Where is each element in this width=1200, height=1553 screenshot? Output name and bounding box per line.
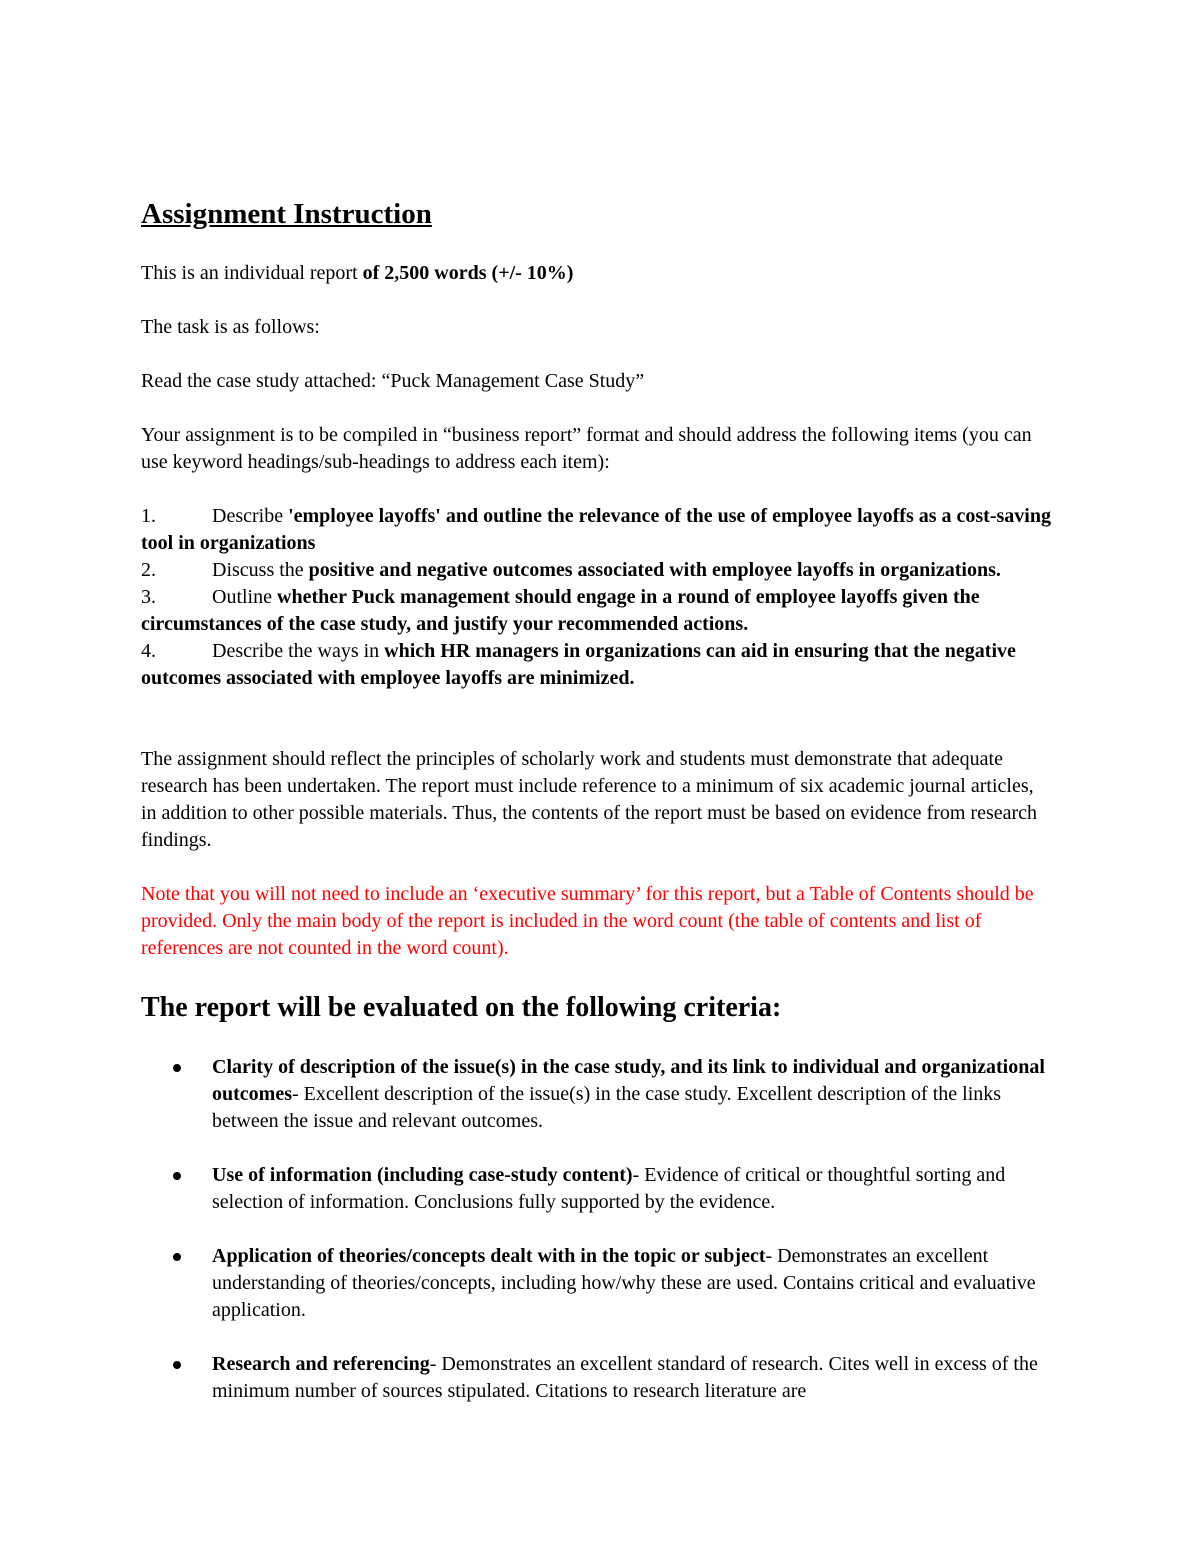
note-paragraph [141, 881, 1041, 962]
bullet-dot-icon [173, 1064, 181, 1072]
bullet-dot-icon [173, 1361, 181, 1369]
read-line-text: Read the case study attached: “Puck Management Case Study” [141, 370, 645, 392]
criteria-item-description: - Demonstrates an excellent understanding of theories/concepts, including how/why these are used. Contains critical and evaluative application. [212, 1245, 1036, 1321]
document-title: Assignment Instruction [141, 198, 432, 230]
task-items-list [141, 503, 1061, 692]
task-item-plain: Outline [212, 586, 277, 608]
task-item-plain: Describe the ways in [212, 640, 385, 662]
assignment-paragraph-text: Your assignment is to be compiled in “business report” format and should address the following items (you can use keyword headings/sub-headings to address each item): [141, 424, 1032, 473]
scholarly-paragraph [141, 746, 1051, 854]
criteria-item [141, 1162, 1071, 1216]
criteria-item-title: Application of theories/concepts dealt with in the topic or subject [212, 1245, 766, 1267]
task-item-number: 3. [141, 586, 156, 608]
criteria-item-description: - Evidence of critical or thoughtful sorting and selection of information. Conclusions fully supported by the evidence. [212, 1164, 1006, 1213]
task-item-bold: 'employee layoffs' and outline the relevance of the use of employee layoffs as a cost-saving tool in organizations [141, 505, 1051, 554]
scholarly-paragraph-text: The assignment should reflect the principles of scholarly work and students must demonstrate that adequate research has been undertaken. The report must include reference to a minimum of six academic journal articles, in addition to other possible materials. Thus, the contents of the report must be based on evidence from research findings. [141, 748, 1038, 851]
task-item-number: 2. [141, 559, 156, 581]
criteria-item-title: Use of information (including case-study content) [212, 1164, 633, 1186]
criteria-item [141, 1243, 1071, 1324]
bullet-dot-icon [173, 1172, 181, 1180]
assignment-paragraph [141, 422, 1056, 476]
task-item [141, 557, 1061, 584]
criteria-item-description: - Excellent description of the issue(s) in the case study. Excellent description of the links between the issue and relevant outcomes. [212, 1083, 1002, 1132]
intro-word-count: of 2,500 words (+/- 10%) [362, 262, 574, 284]
task-item [141, 638, 1061, 692]
bullet-dot-icon [173, 1253, 181, 1261]
task-line-text: The task is as follows: [141, 316, 320, 338]
criteria-item-title: Clarity of description of the issue(s) in the case study, and its link to individual and organizational outcomes [212, 1056, 1045, 1105]
task-item-plain: Discuss the [212, 559, 309, 581]
read-line [141, 368, 1061, 395]
criteria-heading: The report will be evaluated on the following criteria: [141, 992, 782, 1023]
intro-text: This is an individual report [141, 262, 363, 284]
task-item-bold: whether Puck management should engage in a round of employee layoffs given the circumstances of the case study, and justify your recommended actions. [141, 586, 980, 635]
task-item-bold: positive and negative outcomes associated with employee layoffs in organizations. [308, 559, 1001, 581]
criteria-item [141, 1351, 1071, 1405]
task-item-plain: Describe [212, 505, 289, 527]
task-item-number: 4. [141, 640, 156, 662]
task-item [141, 503, 1061, 557]
task-line [141, 314, 1061, 341]
note-paragraph-text: Note that you will not need to include an ‘executive summary’ for this report, but a Table of Contents should be provided. Only the main body of the report is included in the word count (the table of contents and list of references are not counted in the word count). [141, 883, 1034, 959]
criteria-item-title: Research and referencing [212, 1353, 430, 1375]
task-item-number: 1. [141, 505, 156, 527]
intro-paragraph [141, 260, 1061, 287]
criteria-item [141, 1054, 1071, 1135]
task-item [141, 584, 1061, 638]
criteria-list [141, 1054, 1071, 1432]
criteria-item-description: - Demonstrates an excellent standard of research. Cites well in excess of the minimum number of sources stipulated. Citations to research literature are [212, 1353, 1038, 1402]
task-item-bold: which HR managers in organizations can aid in ensuring that the negative outcomes associated with employee layoffs are minimized. [141, 640, 1016, 689]
